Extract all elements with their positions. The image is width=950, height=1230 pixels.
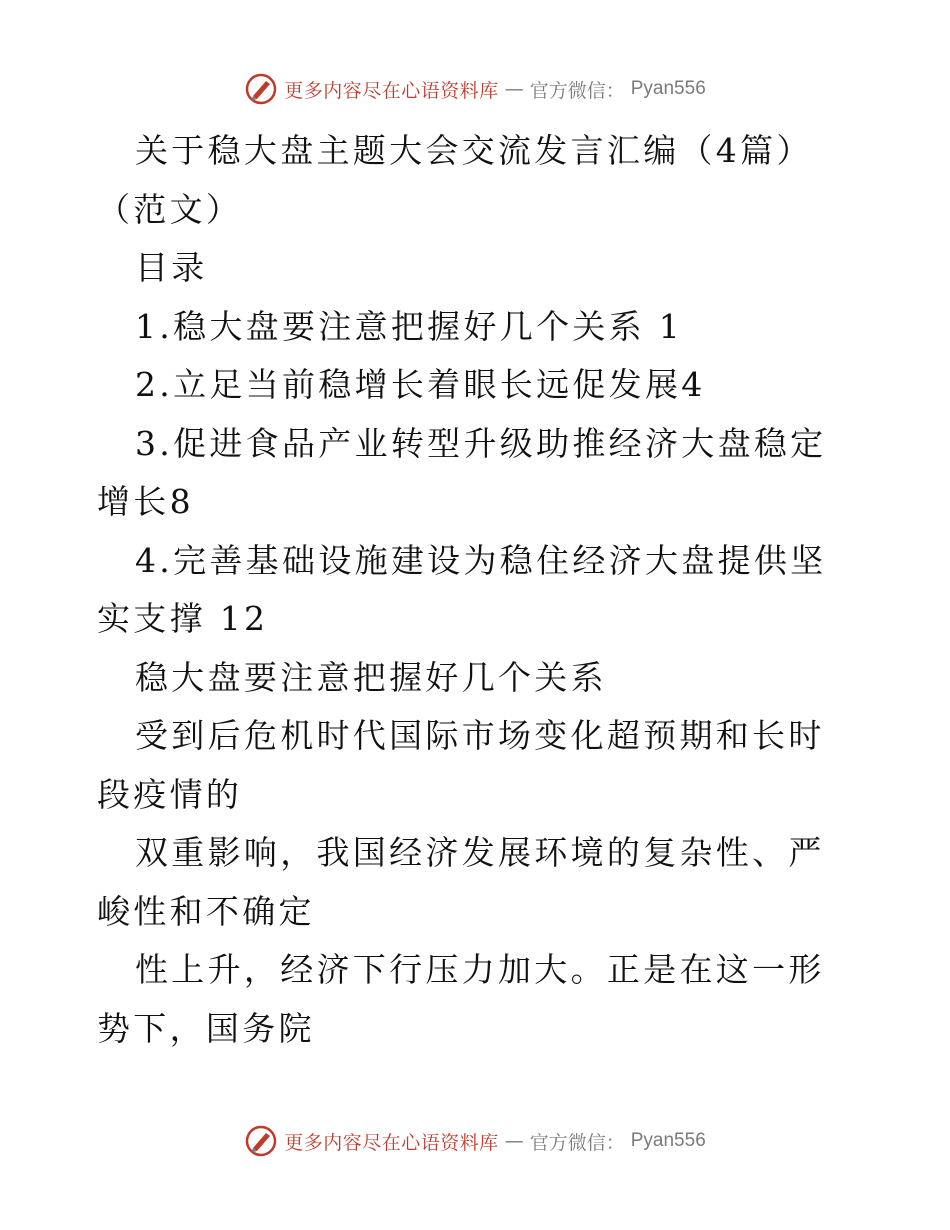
section-heading: 稳大盘要注意把握好几个关系 (135, 657, 607, 697)
toc-item-1: 1.稳大盘要注意把握好几个关系 1 (135, 306, 684, 346)
watermark-label: 官方微信： (529, 79, 625, 102)
toc-heading: 目录 (135, 248, 208, 287)
pen-logo-icon (244, 72, 278, 106)
watermark-dash: — (504, 78, 524, 100)
watermark-wechat-id: Pyan556 (630, 1130, 706, 1151)
body-paragraph-1: 受到后危机时代国际市场变化超预期和长时段疫情的 (97, 716, 825, 814)
toc-item-3: 3.促进食品产业转型升级助推经济大盘稳定增长8 (97, 423, 827, 521)
body-paragraph-3: 性上升，经济下行压力加大。正是在这一形势下，国务院 (97, 950, 825, 1048)
watermark-brand: 更多内容尽在心语资料库 (284, 1131, 499, 1154)
watermark-brand: 更多内容尽在心语资料库 (284, 79, 499, 102)
body-paragraph-2: 双重影响，我国经济发展环境的复杂性、严峻性和不确定 (97, 833, 825, 931)
header-watermark (0, 72, 950, 106)
toc-item-2: 2.立足当前稳增长着眼长远促发展4 (135, 365, 706, 404)
document-title: 关于稳大盘主题大会交流发言汇编（4篇）（范文） (97, 131, 813, 229)
footer-watermark (0, 1124, 950, 1158)
toc-item-4: 4.完善基础设施建设为稳住经济大盘提供坚实支撑 12 (97, 540, 827, 638)
watermark-dash: — (504, 1130, 524, 1152)
watermark-wechat-id: Pyan556 (630, 78, 706, 99)
pen-logo-icon (244, 1124, 278, 1158)
document-body (97, 122, 857, 1058)
watermark-label: 官方微信： (529, 1131, 625, 1154)
